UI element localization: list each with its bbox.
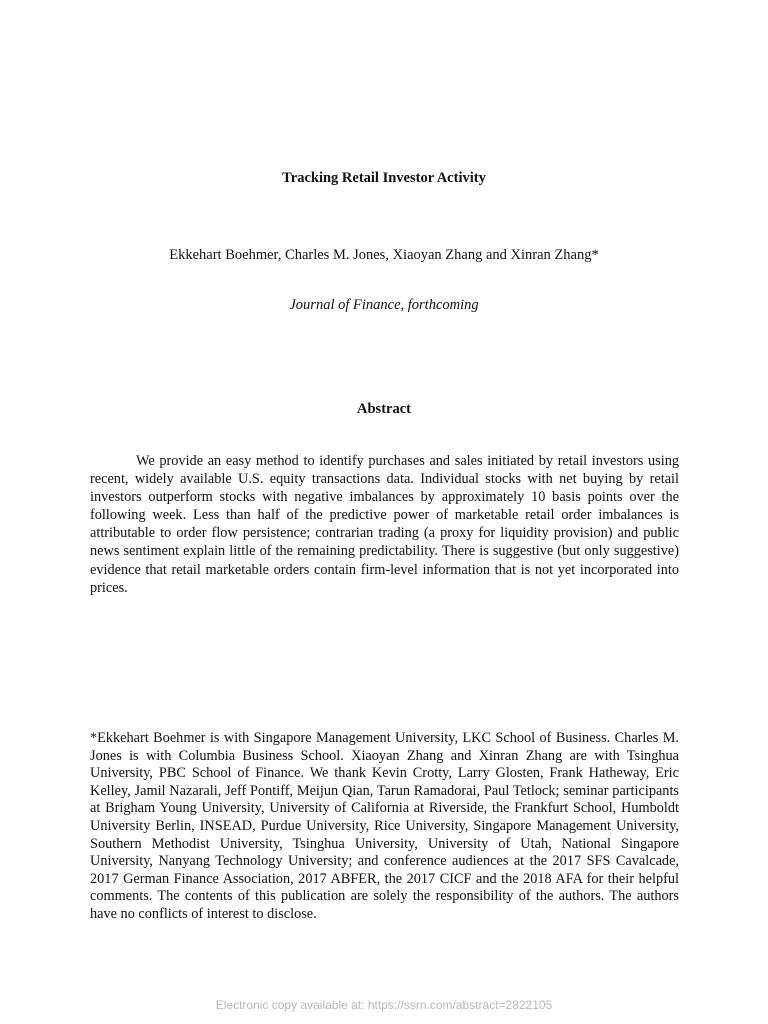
- paper-title: Tracking Retail Investor Activity: [282, 170, 486, 186]
- abstract-body: We provide an easy method to identify purchases and sales initiated by retail investors using recent, widely available U.S. equity transactions data. Individual stocks with net buying by retail investors outperform stocks with negative imbalances by approximately 10 basis points over the following week. Less than half of the predictive power of marketable retail order imbalances is attributable to order flow persistence; contrarian trading (a proxy for liquidity provision) and public news sentiment explain little of the remaining predictability. There is suggestive (but only suggestive) evidence that retail marketable orders contain firm-level information that is not yet incorporated into prices.: [90, 453, 679, 596]
- abstract-heading: Abstract: [357, 401, 411, 417]
- author-footnote: *Ekkehart Boehmer is with Singapore Management University, LKC School of Business. Charles M. Jones is with Columbia Business School. Xiaoyan Zhang and Xinran Zhang are with Tsinghua University, PBC School of Finance. We thank Kevin Crotty, Larry Glosten, Frank Hatheway, Eric Kelley, Jamil Nazarali, Jeff Pontiff, Meijun Qian, Tarun Ramadorai, Paul Tetlock; seminar participants at Brigham Young University, University of California at Riverside, the Frankfurt School, Humboldt University Berlin, INSEAD, Purdue University, Rice University, Singapore Management University, Southern Methodist University, Tsinghua University, University of Utah, National Singapore University, Nanyang Technology University; and conference audiences at the 2017 SFS Cavalcade, 2017 German Finance Association, 2017 ABFER, the 2017 CICF and the 2018 AFA for their helpful comments. The contents of this publication are solely the responsibility of the authors. The authors have no conflicts of interest to disclose.: [90, 730, 679, 922]
- journal-name: Journal of Finance, forthcoming: [289, 297, 479, 313]
- ssrn-footer-link[interactable]: Electronic copy available at: https://ssrn.com/abstract=2822105: [215, 998, 553, 1012]
- author-list: Ekkehart Boehmer, Charles M. Jones, Xiaoyan Zhang and Xinran Zhang*: [169, 247, 599, 263]
